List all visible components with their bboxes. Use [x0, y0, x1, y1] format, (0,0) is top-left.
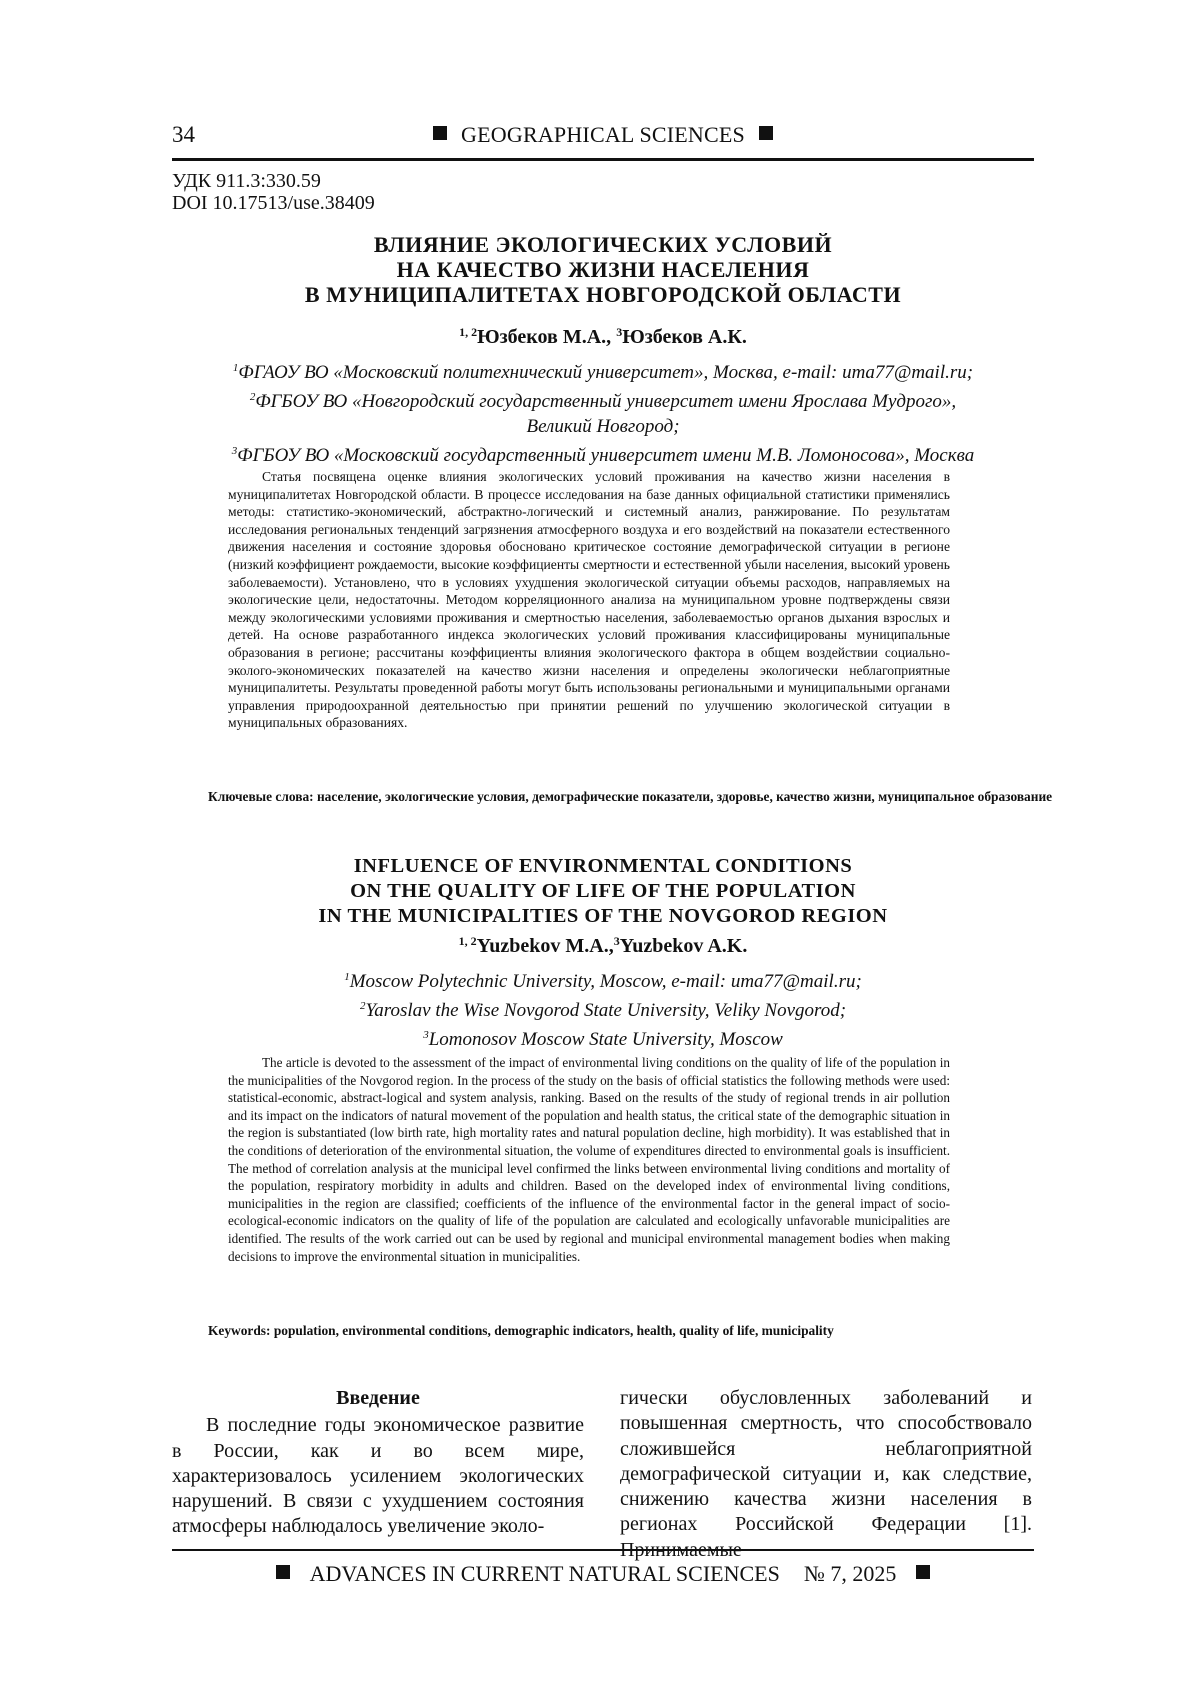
affiliation: 3Lomonosov Moscow State University, Moscow: [172, 1023, 1034, 1052]
author-name: Yuzbekov M.A.,: [477, 935, 614, 957]
abstract-ru: Статья посвящена оценке влияния экологических условий проживания на качество жизни населения в муниципалитетах Новгородской области. В процессе исследования на базе данных официальной статистики применялись методы: статистико-экономический, абстрактно-логический и системный анализ, ранжирование. По результатам исследования региональных тенденций загрязнения атмосферного воздуха и его воздействий на показатели естественного движения населения и состояние здоровья обосновано критическое состояние демографической ситуации в регионе (низкий коэффициент рождаемости, высокие коэффициенты смертности и естественной убыли населения, высокий уровень заболеваемости). Установлено, что в условиях ухудшения экологической ситуации объемы расходов, направляемых на экологические цели, недостаточны. Методом корреляционного анализа на муниципальном уровне подтверждены связи между экологическими условиями проживания и смертностью населения, заболеваемостью органов дыхания взрослых и детей. На основе разработанного индекса экологических условий проживания классифицированы муниципальные образования в регионе; рассчитаны коэффициенты влияния экологического фактора в общем воздействии социально-эколого-экономических показателей на качество жизни населения и определены экологически неблагоприятные муниципалитеты. Результаты проведенной работы могут быть использованы региональными и муниципальными органами управления природоохранной деятельностью при принятии решений по улучшению экологической ситуации в муниципальных образованиях.: [228, 468, 950, 732]
authors-en: [172, 934, 1034, 958]
affiliation: 2Yaroslav the Wise Novgorod State University, Veliky Novgorod;: [172, 994, 1034, 1023]
body-paragraph: В последние годы экономическое развитие в России, как и во всем мире, характеризовалось усилением экологических нарушений. В связи с ухудшением состояния атмосферы наблюдалось увеличение эколо-: [172, 1413, 584, 1539]
author-sup: 1, 2: [459, 934, 477, 948]
title-ru: [172, 232, 1034, 307]
title-en: [172, 854, 1034, 929]
author-name: Юзбеков М.А.,: [477, 326, 616, 348]
affiliations-en: [172, 965, 1034, 1052]
page-footer: [172, 1549, 1034, 1591]
article-meta: [172, 170, 375, 214]
issue-number: № 7, 2025: [804, 1561, 897, 1586]
body-column-left: [172, 1386, 584, 1540]
affiliation: 1ФГАОУ ВО «Московский политехнический университет», Москва, e-mail: uma77@mail.ru;: [172, 356, 1034, 385]
affiliation: 3ФГБОУ ВО «Московский государственный университет имени М.В. Ломоносова», Москва: [172, 439, 1034, 468]
page-number: 34: [172, 122, 195, 148]
abstract-en: The article is devoted to the assessment of the impact of environmental living conditions on the quality of life of the population in the municipalities of the Novgorod region. In the process of the study on the basis of official statistics the following methods were used: statistical-economic, abstract-logical and system analysis, ranking. Based on the results of the study of regional trends in air pollution and its impact on the indicators of natural movement of the population and health status, the critical state of the demographic situation in the region is substantiated (low birth rate, high mortality rates and natural population decline, high morbidity). It was established that in the conditions of deterioration of the environmental situation, the volume of expenditures directed to environmental goals is insufficient. The method of correlation analysis at the municipal level confirmed the links between environmental living conditions and mortality of the population, respiratory morbidity in adults and children. Based on the developed index of environmental living conditions, municipalities in the region are classified; coefficients of the influence of the environmental factor in the general impact of socio-ecological-economic indicators on the quality of life of the population are calculated and ecologically unfavorable municipalities are identified. The results of the work carried out can be used by regional and municipal environmental management bodies when making decisions to improve the environmental situation in municipalities.: [228, 1054, 950, 1265]
author-sup: 3: [616, 325, 622, 339]
body-column-right: [620, 1386, 1032, 1563]
square-bullet-icon: [916, 1565, 930, 1579]
keywords-en: Keywords: population, environmental conditions, demographic indicators, health, quality of life, municipality: [208, 1322, 1018, 1339]
title-line: IN THE MUNICIPALITIES OF THE NOVGOROD REGION: [172, 904, 1034, 929]
title-line: В МУНИЦИПАЛИТЕТАХ НОВГОРОДСКОЙ ОБЛАСТИ: [172, 282, 1034, 307]
square-bullet-icon: [433, 126, 447, 140]
section-name: GEOGRAPHICAL SCIENCES: [461, 122, 745, 147]
page-header: [172, 118, 1034, 161]
affiliation: 2ФГБОУ ВО «Новгородский государственный университет имени Ярослава Мудрого»,: [172, 385, 1034, 414]
affiliation: 1Moscow Polytechnic University, Moscow, e-mail: uma77@mail.ru;: [172, 965, 1034, 994]
affiliations-ru: [172, 356, 1034, 468]
journal-name: ADVANCES IN CURRENT NATURAL SCIENCES: [310, 1561, 780, 1586]
square-bullet-icon: [759, 126, 773, 140]
body-paragraph: гически обусловленных заболеваний и повышенная смертность, что способствовало сложившейся неблагоприятной демографической ситуации и, как следствие, снижению качества жизни населения в регионах Российской Федерации [1]. Принимаемые: [620, 1386, 1032, 1563]
journal-section-title: [172, 122, 1034, 148]
author-name: Yuzbekov A.K.: [620, 935, 748, 957]
title-line: НА КАЧЕСТВО ЖИЗНИ НАСЕЛЕНИЯ: [172, 257, 1034, 282]
article-page: [0, 0, 1200, 1697]
title-line: INFLUENCE OF ENVIRONMENTAL CONDITIONS: [172, 854, 1034, 879]
author-sup: 1, 2: [459, 325, 477, 339]
affiliation-cont: Великий Новгород;: [172, 414, 1034, 439]
authors-ru: [172, 325, 1034, 349]
doi: DOI 10.17513/use.38409: [172, 192, 375, 214]
keywords-ru: Ключевые слова: население, экологические условия, демографические показатели, здоровье, качество жизни, муниципальное образование: [208, 788, 1150, 805]
square-bullet-icon: [276, 1565, 290, 1579]
title-line: ON THE QUALITY OF LIFE OF THE POPULATION: [172, 879, 1034, 904]
footer-journal: [172, 1561, 1034, 1587]
udk-code: УДК 911.3:330.59: [172, 170, 375, 192]
author-sup: 3: [614, 934, 620, 948]
author-name: Юзбеков А.К.: [622, 326, 747, 348]
section-heading: Введение: [172, 1386, 584, 1411]
title-line: ВЛИЯНИЕ ЭКОЛОГИЧЕСКИХ УСЛОВИЙ: [172, 232, 1034, 257]
